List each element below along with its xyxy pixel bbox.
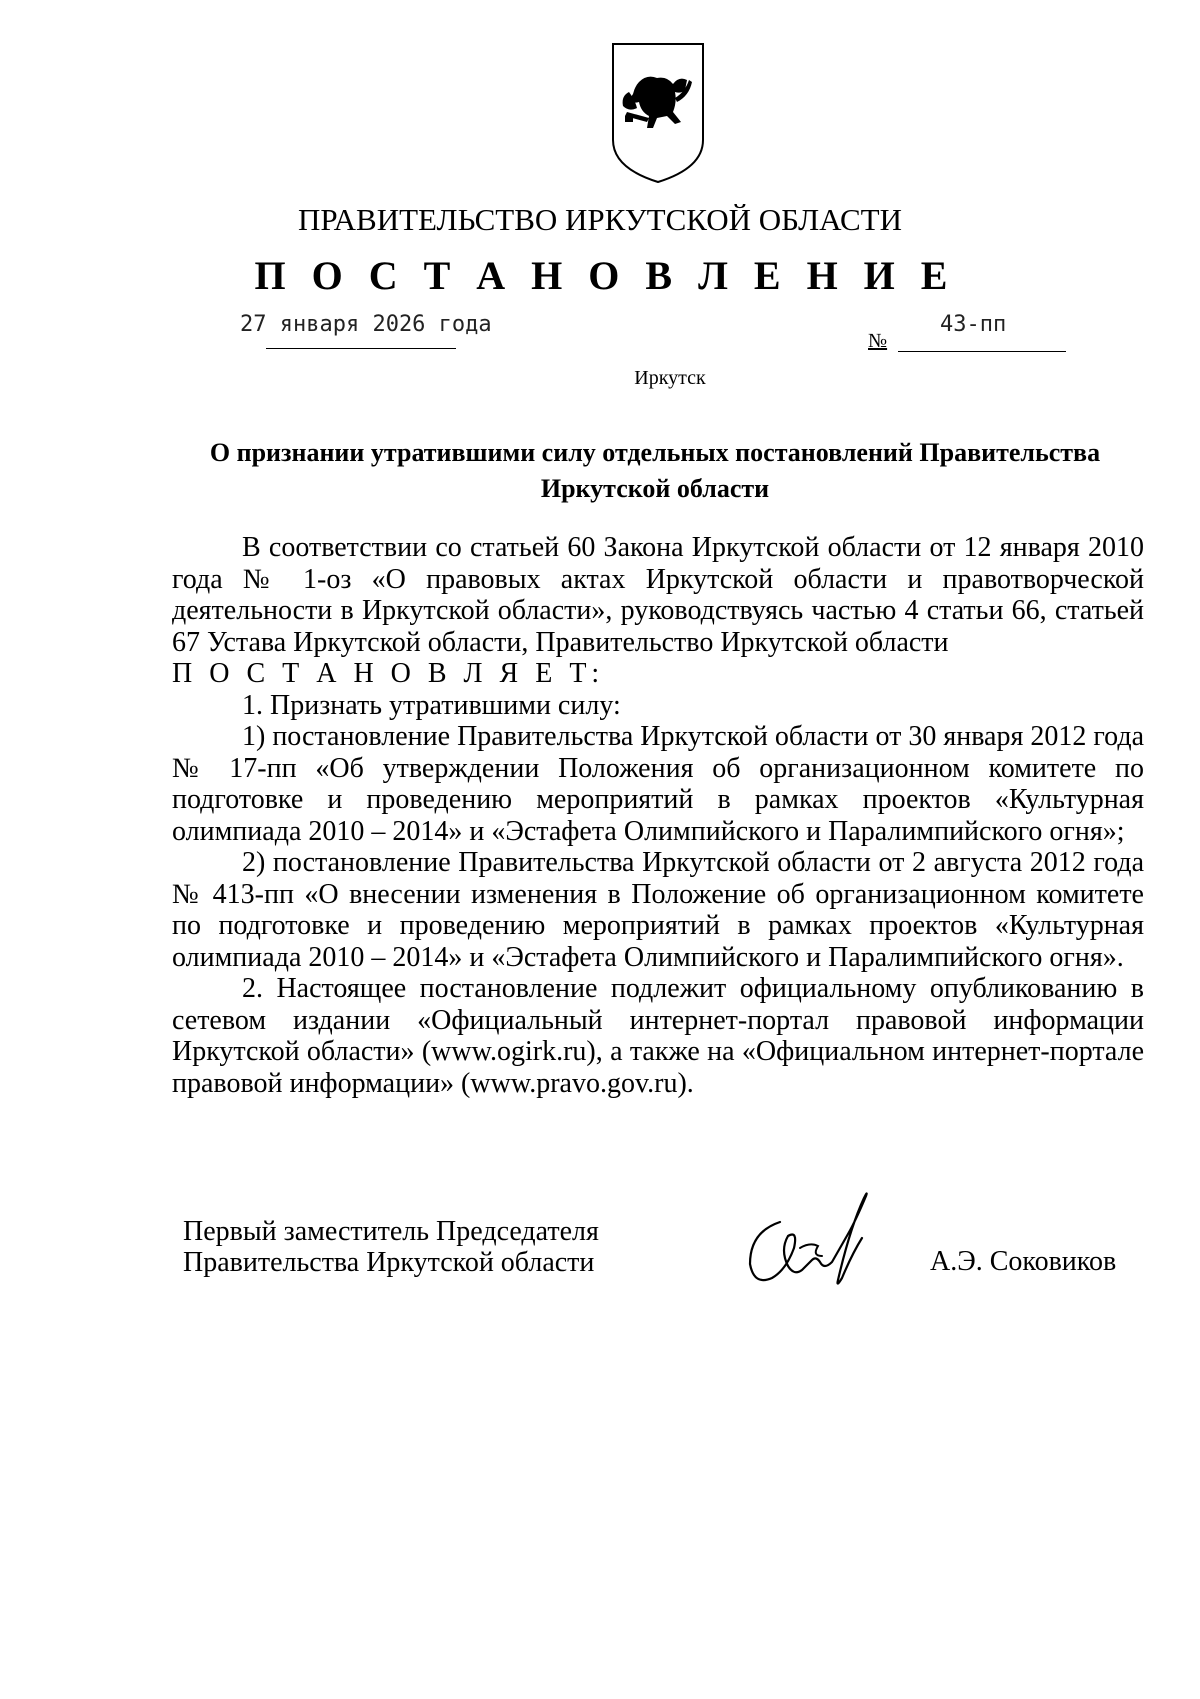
signer-position-line-1: Первый заместитель Председателя (183, 1216, 599, 1247)
date-underline (266, 348, 456, 349)
government-title: ПРАВИТЕЛЬСТВО ИРКУТСКОЙ ОБЛАСТИ (297, 202, 902, 237)
document-city: Иркутск (634, 367, 706, 389)
document-body (172, 532, 1144, 1099)
signer-name: А.Э. Соковиков (930, 1246, 1117, 1277)
signer-position (183, 1216, 599, 1278)
handwritten-signature-icon (740, 1190, 915, 1300)
signer-position-line-2: Правительства Иркутской области (183, 1247, 595, 1278)
decree-word: П О С Т А Н О В Л Я Е Т: (172, 658, 605, 689)
paragraph-1: 1. Признать утратившими силу: (242, 689, 621, 721)
document-number: 43-пп (940, 312, 1007, 337)
document-heading: О признании утратившими силу отдельных постановлений Правительства Иркутской области (209, 438, 1101, 503)
paragraph-1-item-1: 1) постановление Правительства Иркутской области от 30 января 2012 года № 17-пп «Об утверждении Положения об организационном комитете по подготовке и проведению мероприятий в рамках проектов «Культурная олимпиада 2010 – 2014» и «Эстафета Олимпийского и Паралимпийского огня»; (172, 721, 1145, 847)
number-sign: № (868, 330, 888, 352)
number-underline (898, 351, 1066, 352)
paragraph-2: 2. Настоящее постановление подлежит официальному опубликованию в сетевом издании «Официальный интернет-портал правовой информации Иркутской области» (www.ogirk.ru), а также на «Официальном интернет-портале правовой информации» (www.pravo.gov.ru). (172, 973, 1144, 1099)
document-type: П О С Т А Н О В Л Е Н И Е (254, 253, 956, 298)
paragraph-1-item-2: 2) постановление Правительства Иркутской области от 2 августа 2012 года № 413-пп «О внесении изменения в Положение об организационном комитете по подготовке и проведению мероприятий в рамках проектов «Культурная олимпиада 2010 – 2014» и «Эстафета Олимпийского и Паралимпийского огня». (172, 847, 1144, 973)
document-date: 27 января 2026 года (240, 312, 492, 337)
irkutsk-coat-of-arms-icon (609, 40, 707, 186)
preamble-paragraph: В соответствии со статьей 60 Закона Иркутской области от 12 января 2010 года № 1-оз «О правовых актах Иркутской области и правотворческой деятельности в Иркутской области», руководствуясь частью 4 статьи 66, статьей 67 Устава Иркутской области, Правительство Иркутской области (172, 532, 1144, 658)
